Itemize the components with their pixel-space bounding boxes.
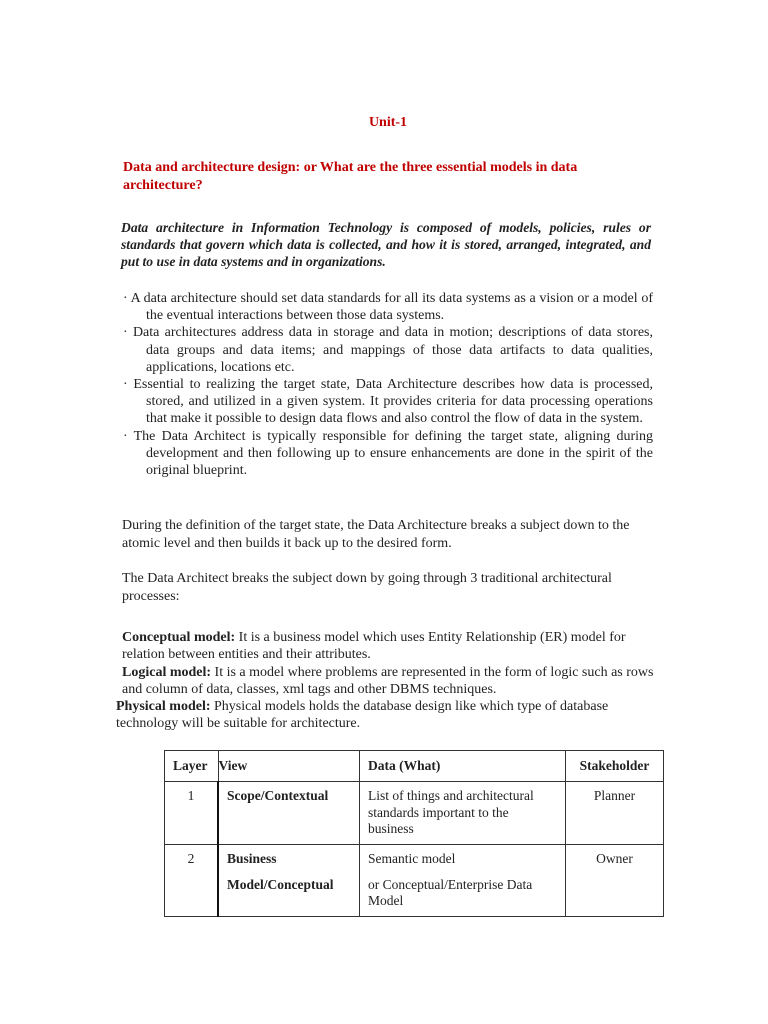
target-state-paragraph: During the definition of the target state, the Data Architecture breaks a subject down to the atomic level and then builds it back up to the desired form. <box>122 518 630 551</box>
model-text: It is a model where problems are represented in the form of logic such as rows and column of data, classes, xml tags and other DBMS techniques. <box>122 664 654 697</box>
cell-view: Scope/Contextual <box>218 782 360 845</box>
model-term: Physical model: <box>116 699 211 715</box>
cell-stakeholder: Planner <box>566 782 664 845</box>
cell-data: List of things and architectural standards important to the business <box>360 782 566 845</box>
bullet-item: · Essential to realizing the target state, Data Architecture describes how data is processed, stored, and utilized in a given system. It provides criteria for data processing operations that make it possible to design data flows and also control the flow of data in the system. <box>123 377 653 427</box>
header-view: View <box>218 751 360 782</box>
cell-data: Semantic model or Conceptual/Enterprise Data Model <box>360 845 566 917</box>
models-list <box>116 629 656 733</box>
architecture-layers-table <box>164 750 664 917</box>
model-term: Logical model: <box>122 664 212 680</box>
model-text: Physical models holds the database design like which type of database technology will be suitable for architecture. <box>116 699 609 732</box>
header-data: Data (What) <box>360 751 566 782</box>
table-header-row <box>165 751 664 782</box>
table-row <box>165 845 664 917</box>
processes-paragraph: The Data Architect breaks the subject down by going through 3 traditional architectural processes: <box>122 571 612 604</box>
bullet-item: · The Data Architect is typically responsible for defining the target state, aligning during development and then following up to ensure enhancements are done in the spirit of the original blueprint. <box>123 428 653 479</box>
model-text: It is a business model which uses Entity Relationship (ER) model for relation between entities and their attributes. <box>122 630 626 663</box>
conceptual-model-item <box>116 629 656 664</box>
bullet-item: · A data architecture should set data standards for all its data systems as a vision or a model of the eventual interactions between those data systems. <box>123 291 653 324</box>
table-row <box>165 782 664 845</box>
physical-model-item <box>116 698 656 733</box>
intro-paragraph: Data architecture in Information Technology is composed of models, policies, rules or standards that govern which data is collected, and how it is stored, arranged, integrated, and put to use in data systems and in organizations. <box>121 220 651 269</box>
cell-layer: 1 <box>165 782 219 845</box>
unit-title: Unit-1 <box>368 115 408 130</box>
logical-model-item <box>116 664 656 699</box>
bullet-list <box>123 290 653 479</box>
bullet-item: · Data architectures address data in storage and data in motion; descriptions of data stores, data groups and data items; and mappings of those data artifacts to data qualities, applications, locations etc. <box>123 325 653 375</box>
header-layer: Layer <box>165 751 219 782</box>
model-term: Conceptual model: <box>122 630 236 645</box>
header-stakeholder: Stakeholder <box>566 751 664 782</box>
cell-view: Business Model/Conceptual <box>218 845 360 917</box>
section-heading: Data and architecture design: or What are the three essential models in data architecture? <box>123 160 578 193</box>
cell-stakeholder: Owner <box>566 845 664 917</box>
cell-layer: 2 <box>165 845 219 917</box>
